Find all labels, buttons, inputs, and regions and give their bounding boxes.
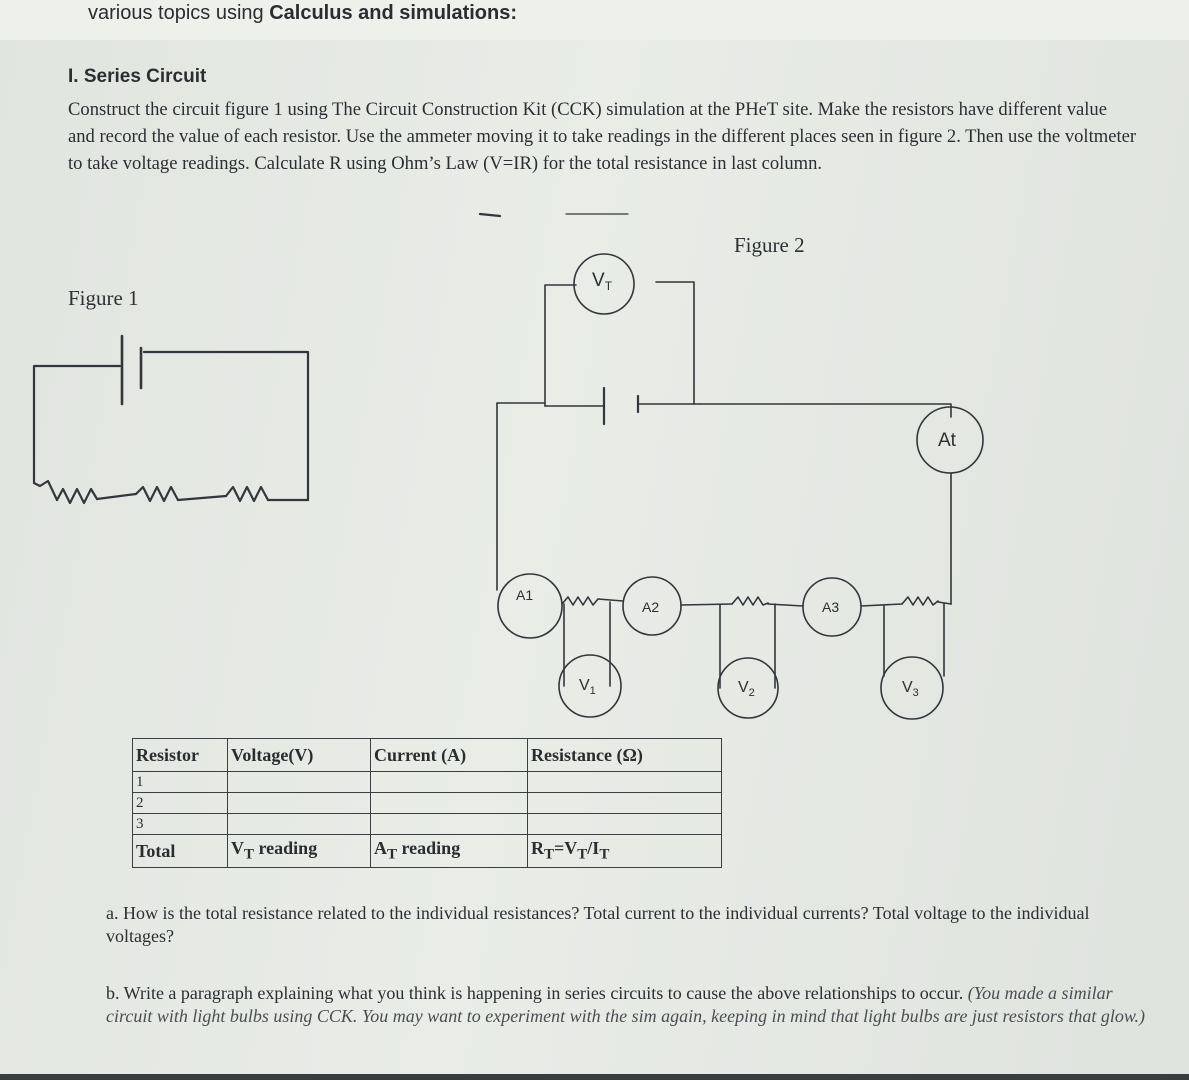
row-resistance-cell bbox=[528, 814, 722, 835]
v1-label: $V_1$ bbox=[579, 677, 596, 697]
row-current-cell bbox=[371, 814, 528, 835]
stray-mark bbox=[480, 214, 500, 216]
wire bbox=[700, 404, 951, 417]
section-title: I. Series Circuit bbox=[68, 66, 207, 87]
resistor-r3 bbox=[902, 597, 938, 605]
resistor-r1 bbox=[562, 597, 598, 605]
row-voltage-cell bbox=[228, 814, 371, 835]
v3-label: $V_3$ bbox=[902, 679, 919, 699]
a3-label: A3 bbox=[822, 599, 840, 615]
wire bbox=[545, 285, 576, 406]
bottom-edge bbox=[0, 1074, 1189, 1080]
at-label: At bbox=[938, 430, 956, 451]
total-voltage: $V_T$ reading bbox=[228, 835, 371, 868]
wire bbox=[768, 604, 803, 606]
question-b-note: (You made a similar circuit with light bulbs using CCK. You may want to experiment with the sim again, keeping in mind that light bulbs are just resistors that glow.) bbox=[106, 983, 1146, 1026]
fig1-wire bbox=[97, 494, 136, 499]
total-current: $A_T$ reading bbox=[371, 835, 528, 868]
figure2-circuit bbox=[497, 254, 983, 719]
row-voltage-cell bbox=[228, 793, 371, 814]
table-row bbox=[133, 772, 722, 793]
v2-label: $V_2$ bbox=[738, 679, 755, 699]
row-resistance-cell bbox=[528, 772, 722, 793]
row-voltage-cell bbox=[228, 772, 371, 793]
table-header-row bbox=[133, 739, 722, 772]
vt-label: $V_T$ bbox=[592, 270, 613, 293]
wire bbox=[861, 604, 902, 606]
a1-label: A1 bbox=[516, 587, 534, 603]
row-current-cell bbox=[371, 793, 528, 814]
fig1-wire bbox=[34, 481, 57, 500]
total-label: Total bbox=[133, 835, 228, 868]
figure1-circuit bbox=[34, 336, 308, 503]
heading-prefix: various topics using bbox=[88, 2, 270, 24]
a1-meter bbox=[498, 574, 562, 638]
header-voltage: Voltage(V) bbox=[228, 739, 371, 772]
table-row bbox=[133, 814, 722, 835]
total-resistance-formula: $R_T=V_T/I_T$ bbox=[528, 835, 722, 868]
question-b bbox=[106, 982, 1146, 1028]
a2-label: A2 bbox=[642, 599, 660, 615]
wire bbox=[681, 604, 732, 605]
resistor-3 bbox=[226, 487, 268, 501]
row-resistance-cell bbox=[528, 793, 722, 814]
row-current-cell bbox=[371, 772, 528, 793]
row-resistor: 3 bbox=[133, 814, 228, 835]
header-current: Current (A) bbox=[371, 739, 528, 772]
heading-bold: Calculus and simulations: bbox=[269, 2, 518, 24]
resistor-r2 bbox=[732, 597, 768, 605]
resistor-1 bbox=[57, 489, 97, 503]
results-table bbox=[132, 738, 722, 868]
question-b-text: b. Write a paragraph explaining what you think is happening in series circuits to cause the above relationships to occur. bbox=[106, 983, 968, 1003]
row-resistor: 2 bbox=[133, 793, 228, 814]
header-resistor: Resistor bbox=[133, 739, 228, 772]
question-a: a. How is the total resistance related to the individual resistances? Total current to the individual currents? Total voltage to the individual voltages? bbox=[106, 903, 1090, 946]
wire bbox=[497, 403, 545, 590]
table-row bbox=[133, 793, 722, 814]
fig1-wire bbox=[34, 366, 120, 483]
fig1-wire bbox=[144, 352, 308, 500]
wire bbox=[656, 282, 694, 404]
figure1-label: Figure 1 bbox=[68, 286, 139, 310]
table-total-row bbox=[133, 835, 722, 868]
wire bbox=[598, 599, 623, 601]
figure2-label: Figure 2 bbox=[734, 233, 805, 257]
section-intro: Construct the circuit figure 1 using The Circuit Construction Kit (CCK) simulation at the PHeT site. Make the resistors have different value and record the value of each resistor. Use the ammeter moving it to take readings in the different places seen in figure 2. Then use the voltmeter to take voltage readings. Calculate R using Ohm’s Law (V=IR) for the total resistance in last column. bbox=[68, 99, 1137, 174]
row-resistor: 1 bbox=[133, 772, 228, 793]
header-resistance: Resistance (Ω) bbox=[528, 739, 722, 772]
fig1-wire bbox=[178, 496, 226, 500]
resistor-2 bbox=[136, 487, 178, 501]
